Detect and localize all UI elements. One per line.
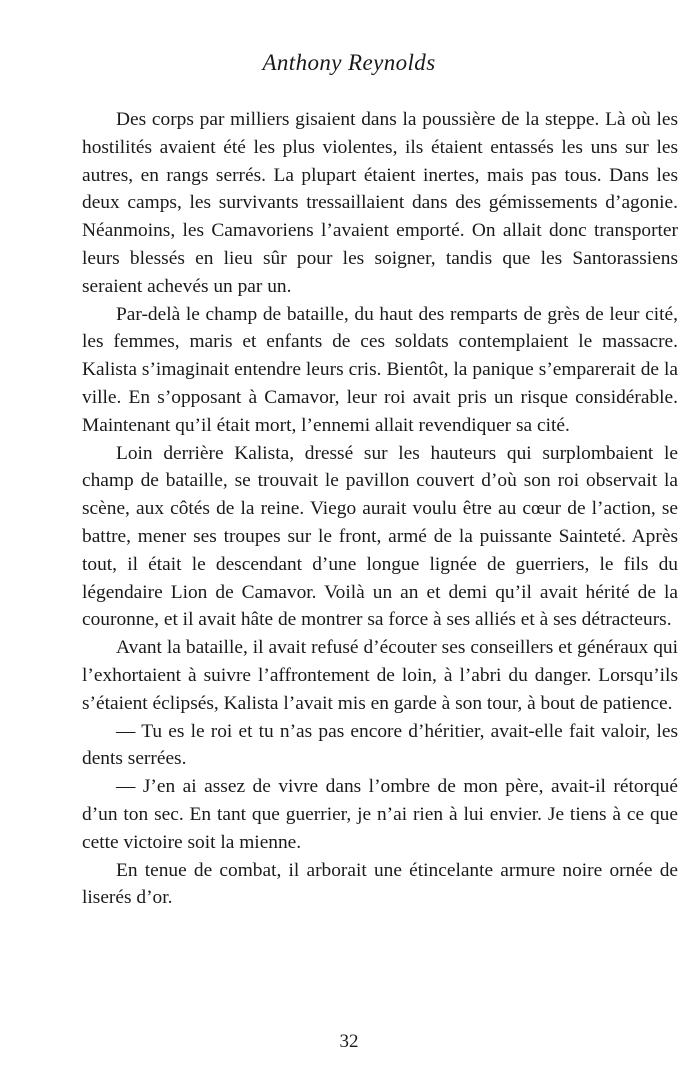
paragraph: Par-delà le champ de bataille, du haut des remparts de grès de leur cité, les femmes, maris et enfants de ces soldats contemplaient le massacre. Kalista s’imaginait entendre leurs cris. Bientôt, la panique s’emparerait de la ville. En s’opposant à Camavor, leur roi avait pris un risque considérable. Maintenant qu’il était mort, l’ennemi allait revendiquer sa cité. xyxy=(82,303,678,436)
dialogue-paragraph: — J’en ai assez de vivre dans l’ombre de mon père, avait-il rétorqué d’un ton sec. En tant que guerrier, je n’ai rien à lui envier. Je tiens à ce que cette victoire soit la mienne. xyxy=(82,776,678,853)
paragraph: Des corps par milliers gisaient dans la poussière de la steppe. Là où les hostilités avaient été les plus violentes, ils étaient entassés les uns sur les autres, en rangs serrés. La plupart étaient inertes, mais pas tous. Dans les deux camps, les survivants tressaillaient dans des gémissements d’agonie. Néanmoins, les Camavoriens l’avaient emporté. On allait donc transporter leurs blessés en lieu sûr pour les soigner, tandis que les Santorassiens seraient achevés un par un. xyxy=(82,109,678,297)
running-header-author: Anthony Reynolds xyxy=(262,50,436,75)
paragraph: Loin derrière Kalista, dressé sur les hauteurs qui surplombaient le champ de bataille, se trouvait le pavillon couvert d’où son roi observait la scène, aux côtés de la reine. Viego aurait voulu être au cœur de l’action, se battre, mener ses troupes sur le front, armé de la puissante Sainteté. Après tout, il était le descendant d’une longue lignée de guerriers, le fils du légendaire Lion de Camavor. Voilà un an et demi qu’il avait hérité de la couronne, et il avait hâte de montrer sa force à ses alliés et à ses détracteurs. xyxy=(82,442,678,631)
page-number: 32 xyxy=(339,1031,359,1052)
body-text xyxy=(82,106,678,912)
dialogue-paragraph: — Tu es le roi et tu n’as pas encore d’héritier, avait-elle fait valoir, les dents serrées. xyxy=(82,720,678,770)
paragraph: Avant la bataille, il avait refusé d’écouter ses conseillers et généraux qui l’exhortaient à suivre l’affrontement de loin, à l’abri du danger. Lorsqu’ils s’étaient éclipsés, Kalista l’avait mis en garde à son tour, à bout de patience. xyxy=(82,637,678,714)
paragraph: En tenue de combat, il arborait une étincelante armure noire ornée de liserés d’or. xyxy=(82,859,678,909)
